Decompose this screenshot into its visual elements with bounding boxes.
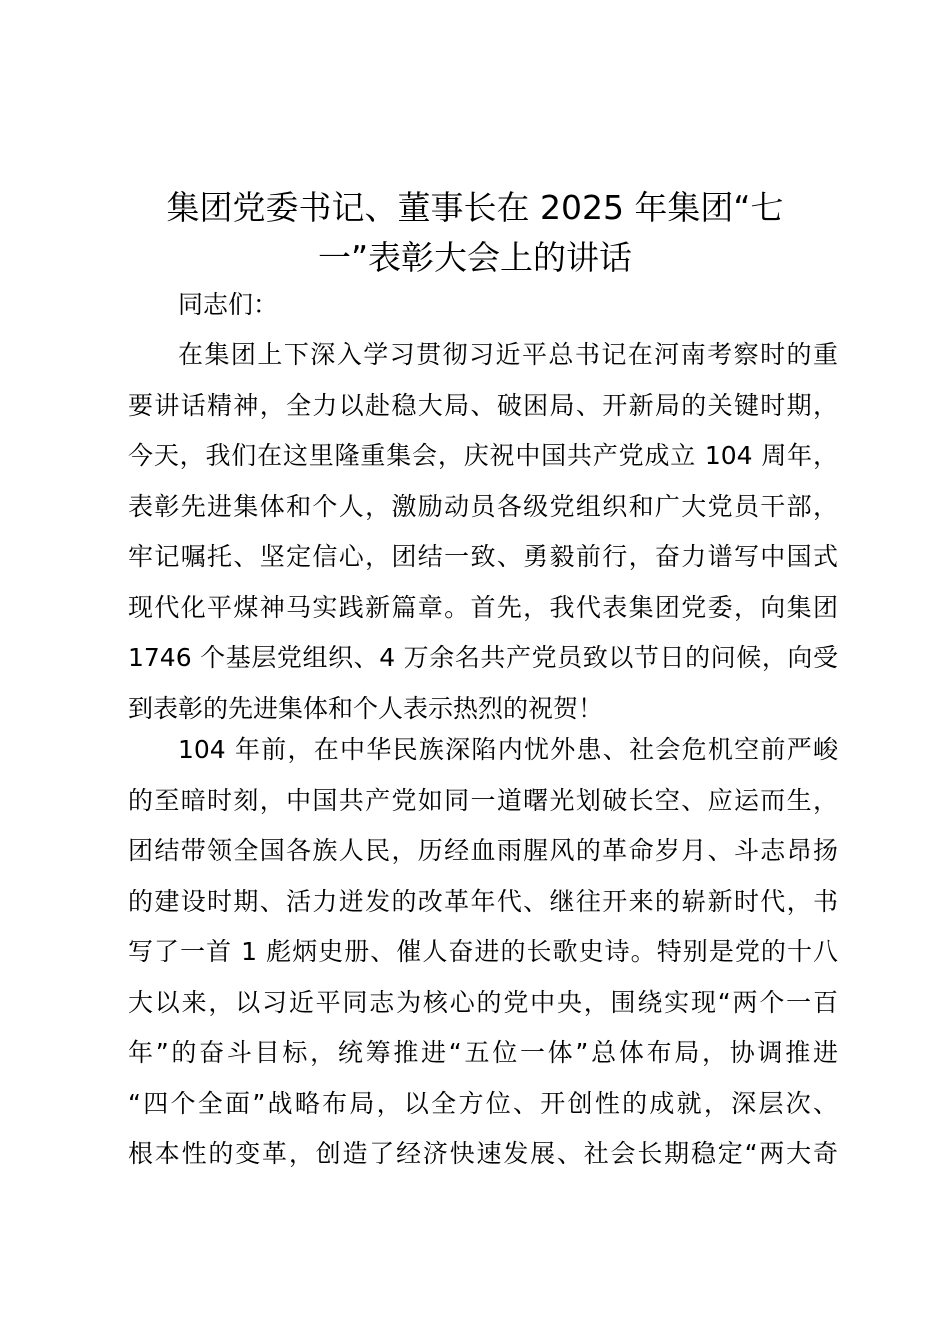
paragraph-line: 今天，我们在这里隆重集会，庆祝中国共产党成立 104 周年，: [128, 441, 838, 470]
paragraph-line: 团结带领全国各族人民，历经血雨腥风的革命岁月、斗志昂扬: [128, 836, 838, 865]
paragraph-line: 写了一首 1 彪炳史册、催人奋进的长歌史诗。特别是党的十八: [128, 937, 838, 966]
paragraph: [128, 330, 838, 734]
paragraph-line: 大以来，以习近平同志为核心的党中央，围绕实现“两个一百: [128, 987, 838, 1017]
paragraph-line: 年”的奋斗目标，统筹推进“五位一体”总体布局，协调推进: [128, 1038, 838, 1067]
paragraph-line: 的至暗时刻，中国共产党如同一道曙光划破长空、应运而生，: [128, 785, 838, 815]
paragraph-line: 牢记嘱托、坚定信心，团结一致、勇毅前行，奋力谱写中国式: [128, 542, 838, 571]
title-line: 一”表彰大会上的讲话: [317, 238, 633, 277]
title-line: 集团党委书记、董事长在 2025 年集团“七: [166, 188, 784, 227]
paragraph-line: 根本性的变革，创造了经济快速发展、社会长期稳定“两大奇: [128, 1139, 838, 1168]
paragraph-line: 要讲话精神，全力以赴稳大局、破困局、开新局的关键时期，: [128, 390, 838, 420]
salutation: 同志们：: [178, 290, 279, 319]
paragraph-line: 1746 个基层党组织、4 万余名共产党员致以节日的问候，向受: [128, 643, 838, 672]
document-title: [105, 183, 845, 283]
paragraph-line: “四个全面”战略布局，以全方位、开创性的成就，深层次、: [128, 1088, 838, 1118]
paragraph-line: 在集团上下深入学习贯彻习近平总书记在河南考察时的重: [178, 340, 838, 369]
paragraph: [128, 725, 838, 1180]
paragraph-line: 到表彰的先进集体和个人表示热烈的祝贺！: [128, 693, 604, 723]
paragraph-line: 的建设时期、活力迸发的改革年代、继往开来的崭新时代，书: [128, 886, 838, 916]
paragraph-line: 现代化平煤神马实践新篇章。首先，我代表集团党委，向集团: [128, 592, 838, 622]
paragraph-line: 表彰先进集体和个人，激励动员各级党组织和广大党员干部，: [128, 491, 838, 521]
paragraph-line: 104 年前，在中华民族深陷内忧外患、社会危机空前严峻: [178, 735, 838, 764]
